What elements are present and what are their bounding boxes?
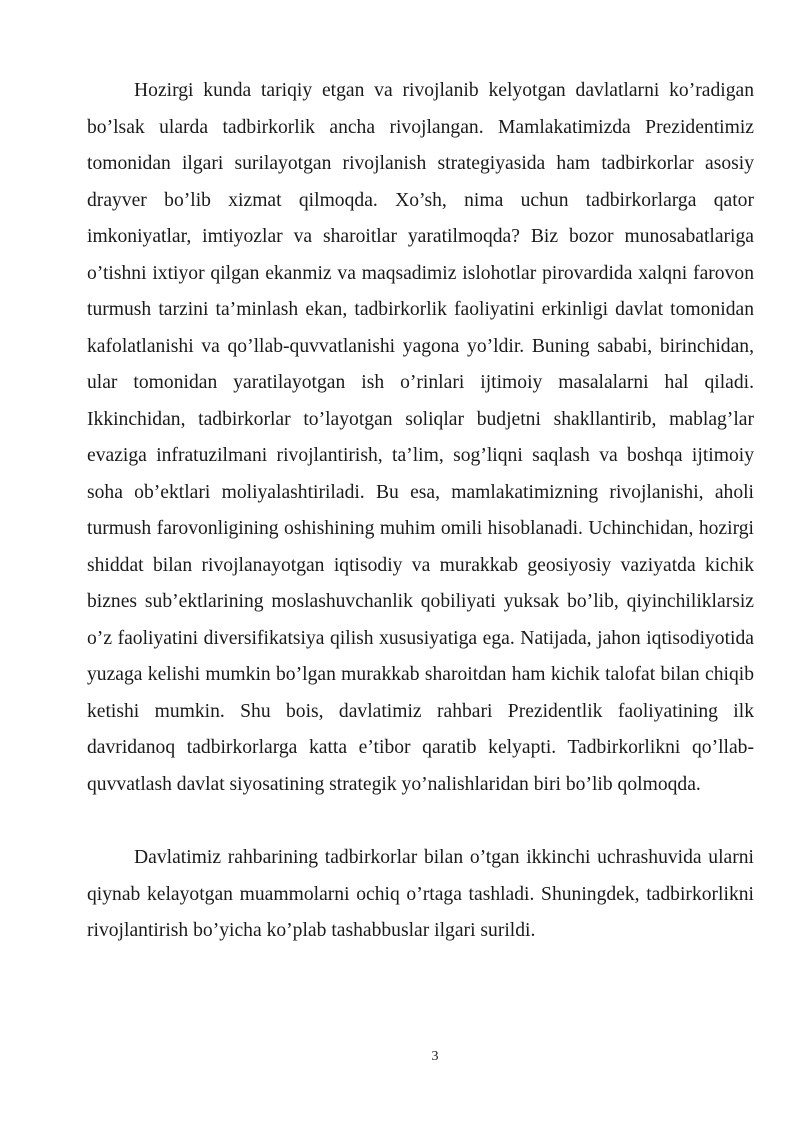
document-page — [87, 73, 754, 950]
body-paragraph-2: Davlatimiz rahbarining tadbirkorlar bilan o’tgan ikkinchi uchrashuvida ularni qiynab kelayotgan muammolarni ochiq o’rtaga tashladi. Shuningdek, tadbirkorlikni rivojlantirish bo’yicha ko’plab tashabbuslar ilgari surildi. — [87, 847, 754, 941]
body-paragraph-1: Hozirgi kunda tariqiy etgan va rivojlanib kelyotgan davlatlarni ko’radigan bo’lsak ularda tadbirkorlik ancha rivojlangan. Mamlakatimizda Prezidentimiz tomonidan ilgari surilayotgan rivojlanish strategiyasida ham tadbirkorlar asosiy drayver bo’lib xizmat qilmoqda. Xo’sh, nima uchun tadbirkorlarga qator imkoniyatlar, imtiyozlar va sharoitlar yaratilmoqda? Biz bozor munosabatlariga o’tishni ixtiyor qilgan ekanmiz va maqsadimiz islohotlar pirovardida xalqni farovon turmush tarzini ta’minlash ekan, tadbirkorlik faoliyatini erkinligi davlat tomonidan kafolatlanishi va qo’llab-quvvatlanishi yagona yo’ldir. Buning sababi, birinchidan, ular tomonidan yaratilayotgan ish o’rinlari ijtimoiy masalalarni hal qiladi. Ikkinchidan, tadbirkorlar to’layotgan soliqlar budjetni shakllantirib, mablag’lar evaziga infratuzilmani rivojlantirish, ta’lim, sog’liqni saqlash va boshqa ijtimoiy soha ob’ektlari moliyalashtiriladi. Bu esa, mamlakatimizning rivojlanishi, aholi turmush farovonligining oshishining muhim omili hisoblanadi. Uchinchidan, hozirgi shiddat bilan rivojlanayotgan iqtisodiy va murakkab geosiyosiy vaziyatda kichik biznes sub’ektlarining moslashuvchanlik qobiliyati yuksak bo’lib, qiyinchiliklarsiz o’z faoliyatini diversifikatsiya qilish xususiyatiga ega. Natijada, jahon iqtisodiyotida yuzaga kelishi mumkin bo’lgan murakkab sharoitdan ham kichik talofat bilan chiqib ketishi mumkin. Shu bois, davlatimiz rahbari Prezidentlik faoliyatining ilk davridanoq tadbirkorlarga katta e’tibor qaratib kelyapti. Tadbirkorlikni qo’llab-quvvatlash davlat siyosatining strategik yo’nalishlaridan biri bo’lib qolmoqda. — [87, 80, 754, 795]
paragraph-spacer — [87, 803, 754, 840]
page-number: 3 — [431, 1049, 439, 1064]
